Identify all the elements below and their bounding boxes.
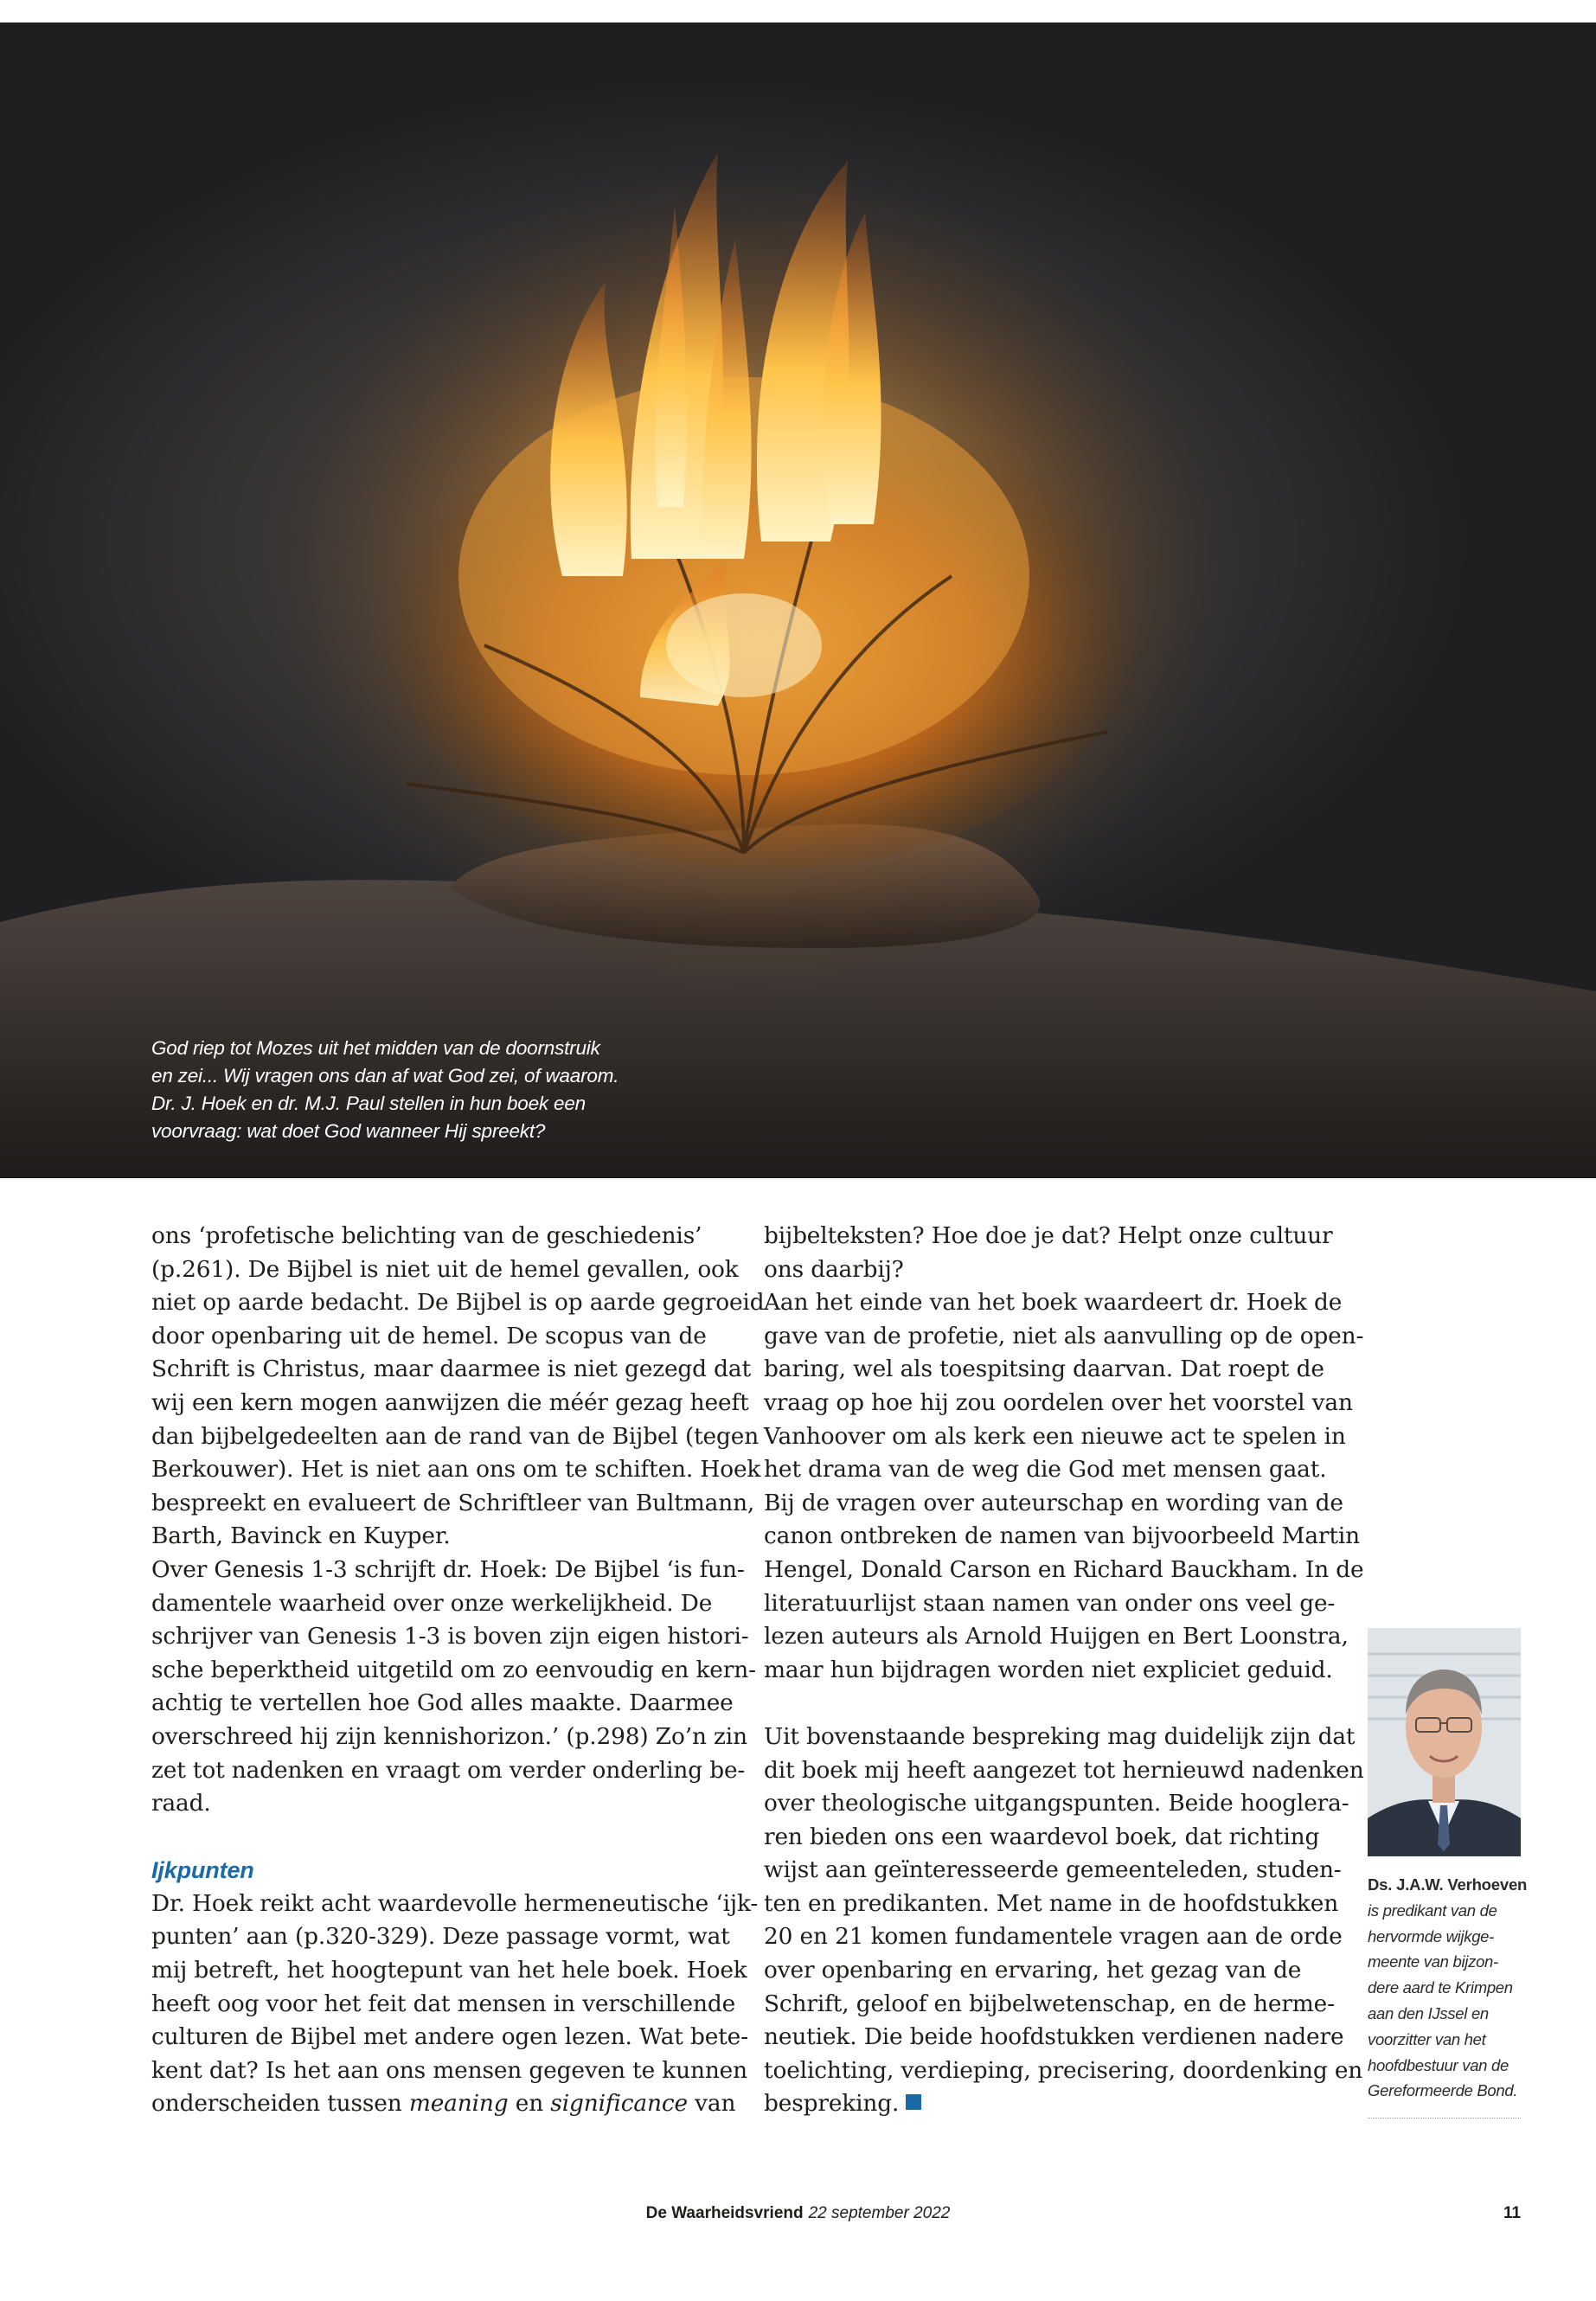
caption-line: Dr. J. Hoek en dr. M.J. Paul stellen in hun boek een — [151, 1093, 586, 1114]
text-line: dit boek mij heeft aangezet tot hernieuwd nadenken — [764, 1756, 1364, 1784]
author-portrait — [1368, 1628, 1521, 1856]
photo-caption — [151, 1035, 636, 1145]
text-line: Hengel, Donald Carson en Richard Bauckham. In de — [764, 1555, 1364, 1583]
text-line: over openbaring en ervaring, het gezag van de — [764, 1957, 1302, 1984]
text-line: culturen de Bijbel met andere ogen lezen. Wat bete- — [151, 2023, 748, 2051]
text-line: bijbelteksten? Hoe doe je dat? Helpt onze cultuur — [764, 1222, 1333, 1249]
text-line: niet op aarde bedacht. De Bijbel is op aarde gegroeid — [151, 1289, 765, 1317]
author-name: Ds. J.A.W. Verhoeven — [1368, 1875, 1528, 1894]
text-line: ons ‘profetische belichting van de geschiedenis’ — [151, 1222, 702, 1249]
text-line: mij betreft, het hoogtepunt van het hele boek. Hoek — [151, 1957, 747, 1984]
bio-line: hervormde wijkge- — [1368, 1926, 1495, 1945]
text-line: bespreekt en evalueert de Schriftleer van Bultmann, — [151, 1489, 755, 1516]
bio-line: meente van bijzon- — [1368, 1952, 1498, 1971]
text-line: Schrift is Christus, maar daarmee is niet gezegd dat — [151, 1356, 751, 1383]
text-line: baring, wel als toespitsing daarvan. Dat roept de — [764, 1356, 1324, 1383]
text-line: Schrift, geloof en bijbelwetenschap, en de herme- — [764, 1990, 1335, 2017]
term-meaning: meaning — [408, 2090, 509, 2118]
paragraph-gap — [151, 1821, 722, 1855]
text-line: Dr. Hoek reikt acht waardevolle hermeneutische ‘ijk- — [151, 1889, 759, 1917]
bio-line: Gereformeerde Bond. — [1368, 2081, 1518, 2100]
text-line: maar hun bijdragen worden niet expliciet geduid. — [764, 1656, 1333, 1683]
text-line: canon ontbreken de namen van bijvoorbeeld Martin — [764, 1522, 1360, 1550]
text-line: wijst aan geïnteresseerde gemeenteleden, studen- — [764, 1856, 1342, 1884]
text-line: zet tot nadenken en vraagt om verder onderling be- — [151, 1756, 746, 1784]
text-line: achtig te vertellen hoe God alles maakte. Daarmee — [151, 1689, 734, 1717]
caption-line: en zei... Wij vragen ons dan af wat God zei, of waarom. — [151, 1065, 619, 1086]
text-line: vraag op hoe hij zou oordelen over het voorstel van — [764, 1388, 1353, 1416]
text-line: door openbaring uit de hemel. De scopus van de — [151, 1322, 707, 1349]
page-number: 11 — [1503, 2204, 1522, 2222]
text-line: ren bieden ons een waardevol boek, dat richting — [764, 1823, 1320, 1850]
bio-line: aan den IJssel en — [1368, 2003, 1489, 2022]
text-line: ten en predikanten. Met name in de hoofdstukken — [764, 1889, 1339, 1917]
text-run: bespreking. — [764, 2090, 900, 2118]
paragraph-gap — [764, 1687, 1335, 1721]
text-line: neutiek. Die beide hoofdstukken verdienen nadere — [764, 2023, 1344, 2051]
text-line: ons daarbij? — [764, 1255, 904, 1283]
text-line: Uit bovenstaande bespreking mag duidelijk zijn dat — [764, 1722, 1356, 1750]
text-run: en — [508, 2090, 551, 2118]
text-line: (p.261). De Bijbel is niet uit de hemel gevallen, ook — [151, 1255, 739, 1283]
text-line: 20 en 21 komen fundamentele vragen aan de orde — [764, 1923, 1343, 1951]
text-line: schrijver van Genesis 1-3 is boven zijn eigen histori- — [151, 1623, 749, 1650]
text-run: onderscheiden tussen — [151, 2090, 409, 2118]
end-of-article-mark — [906, 2094, 921, 2110]
text-line: Barth, Bavinck en Kuyper. — [151, 1522, 451, 1550]
text-line: over theologische uitgangspunten. Beide hooglera- — [764, 1790, 1349, 1817]
text-run: van — [687, 2090, 736, 2118]
text-line: heeft oog voor het feit dat mensen in verschillende — [151, 1990, 736, 2017]
text-line: overschreed hij zijn kennishorizon.’ (p.298) Zo’n zin — [151, 1722, 747, 1750]
article-column-right — [764, 1220, 1364, 2121]
burning-bush-illustration — [0, 22, 1596, 1178]
footer-credit — [0, 2204, 1596, 2223]
text-line: punten’ aan (p.320-329). Deze passage vormt, wat — [151, 1923, 730, 1951]
text-line: literatuurlijst staan namen van onder ons veel ge- — [764, 1589, 1336, 1617]
bio-line: voorzitter van het — [1368, 2029, 1486, 2048]
text-line: Over Genesis 1-3 schrijft dr. Hoek: De Bijbel ‘is fun- — [151, 1555, 745, 1583]
author-bio — [1368, 1872, 1541, 2104]
caption-line: voorvraag: wat doet God wanneer Hij spreekt? — [151, 1120, 546, 1142]
text-line: damentele waarheid over onze werkelijkheid. De — [151, 1589, 713, 1617]
text-line: Berkouwer). Het is niet aan ons om te schiften. Hoek — [151, 1456, 761, 1484]
bio-line: hoofdbestuur van de — [1368, 2055, 1509, 2074]
bio-line: dere aard te Krimpen — [1368, 1978, 1513, 1997]
text-line: gave van de profetie, niet als aanvulling op de open- — [764, 1322, 1364, 1349]
article-column-left — [151, 1220, 765, 2121]
issue-date: 22 september 2022 — [808, 2204, 951, 2222]
text-line: kent dat? Is het aan ons mensen gegeven te kunnen — [151, 2056, 747, 2084]
bio-line: is predikant van de — [1368, 1900, 1497, 1920]
text-line-last — [764, 2087, 1335, 2121]
text-line: Vanhoover om als kerk een nieuwe act te spelen in — [764, 1422, 1346, 1450]
text-line: toelichting, verdieping, precisering, doordenking en — [764, 2056, 1363, 2084]
author-portrait-icon — [1368, 1628, 1521, 1856]
text-line: wij een kern mogen aanwijzen die méér gezag heeft — [151, 1388, 749, 1416]
text-line: Bij de vragen over auteurschap en wording van de — [764, 1489, 1343, 1516]
text-line: het drama van de weg die God met mensen gaat. — [764, 1456, 1327, 1484]
text-line: dan bijbelgedeelten aan de rand van de Bijbel (tegen — [151, 1422, 760, 1450]
text-line: raad. — [151, 1790, 211, 1817]
text-line: sche beperktheid uitgetild om zo eenvoudig en kern- — [151, 1656, 756, 1683]
section-subheading: Ijkpunten — [151, 1857, 254, 1884]
text-line: Aan het einde van het boek waardeert dr. Hoek de — [764, 1289, 1343, 1317]
hero-photo — [0, 22, 1596, 1178]
text-line-last — [151, 2087, 736, 2121]
term-significance: significance — [550, 2090, 688, 2118]
text-line: lezen auteurs als Arnold Huijgen en Bert Loonstra, — [764, 1623, 1349, 1650]
caption-line: God riep tot Mozes uit het midden van de doornstruik — [151, 1037, 600, 1059]
magazine-name: De Waarheidsvriend — [645, 2204, 804, 2222]
